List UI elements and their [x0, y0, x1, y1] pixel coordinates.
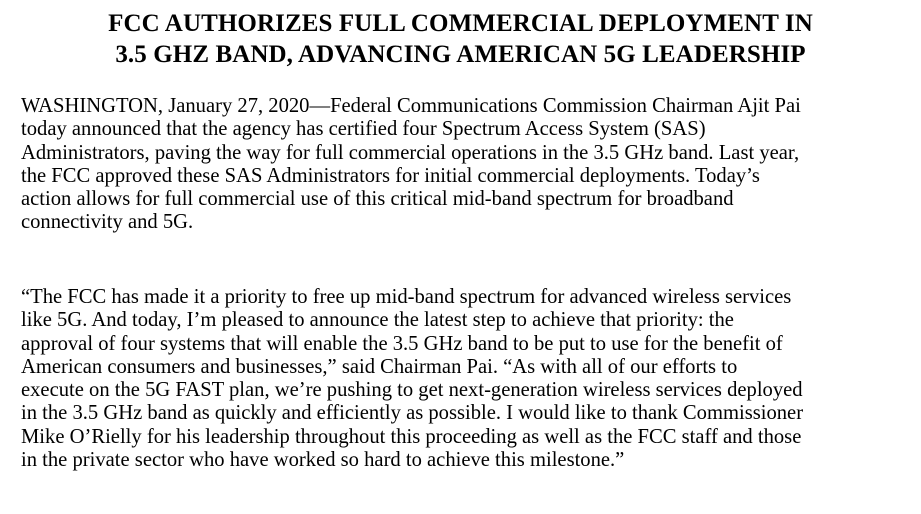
headline-line-2: 3.5 GHZ BAND, ADVANCING AMERICAN 5G LEADERSHIP: [115, 41, 806, 68]
paragraph-line: Mike O’Rielly for his leadership throughout this proceeding as well as the FCC staff and those: [21, 425, 802, 448]
paragraph-line: like 5G. And today, I’m pleased to announce the latest step to achieve that priority: the: [21, 309, 734, 332]
paragraph-line: action allows for full commercial use of this critical mid-band spectrum for broadband: [21, 188, 734, 211]
quote-paragraph: [21, 286, 921, 472]
paragraph-line: execute on the 5G FAST plan, we’re pushing to get next-generation wireless services deployed: [21, 379, 803, 402]
paragraph-line: approval of four systems that will enable the 3.5 GHz band to be put to use for the benefit of: [21, 332, 783, 355]
headline-line-1: FCC AUTHORIZES FULL COMMERCIAL DEPLOYMENT IN: [108, 10, 813, 37]
paragraph-line: Administrators, paving the way for full commercial operations in the 3.5 GHz band. Last year,: [21, 141, 800, 164]
paragraph-line: in the 3.5 GHz band as quickly and efficiently as possible. I would like to thank Commissioner: [21, 402, 804, 425]
paragraph-line: American consumers and businesses,” said Chairman Pai. “As with all of our efforts to: [21, 355, 738, 378]
paragraph-line: “The FCC has made it a priority to free up mid-band spectrum for advanced wireless services: [21, 286, 792, 308]
intro-paragraph: [21, 95, 921, 235]
headline: [0, 8, 921, 70]
paragraph-line: today announced that the agency has certified four Spectrum Access System (SAS): [21, 118, 706, 141]
paragraph-line: WASHINGTON, January 27, 2020—Federal Communications Commission Chairman Ajit Pai: [21, 95, 801, 117]
paragraph-line: in the private sector who have worked so hard to achieve this milestone.”: [21, 449, 625, 472]
paragraph-line: connectivity and 5G.: [21, 211, 194, 234]
paragraph-line: the FCC approved these SAS Administrators for initial commercial deployments. Today’s: [21, 164, 760, 187]
